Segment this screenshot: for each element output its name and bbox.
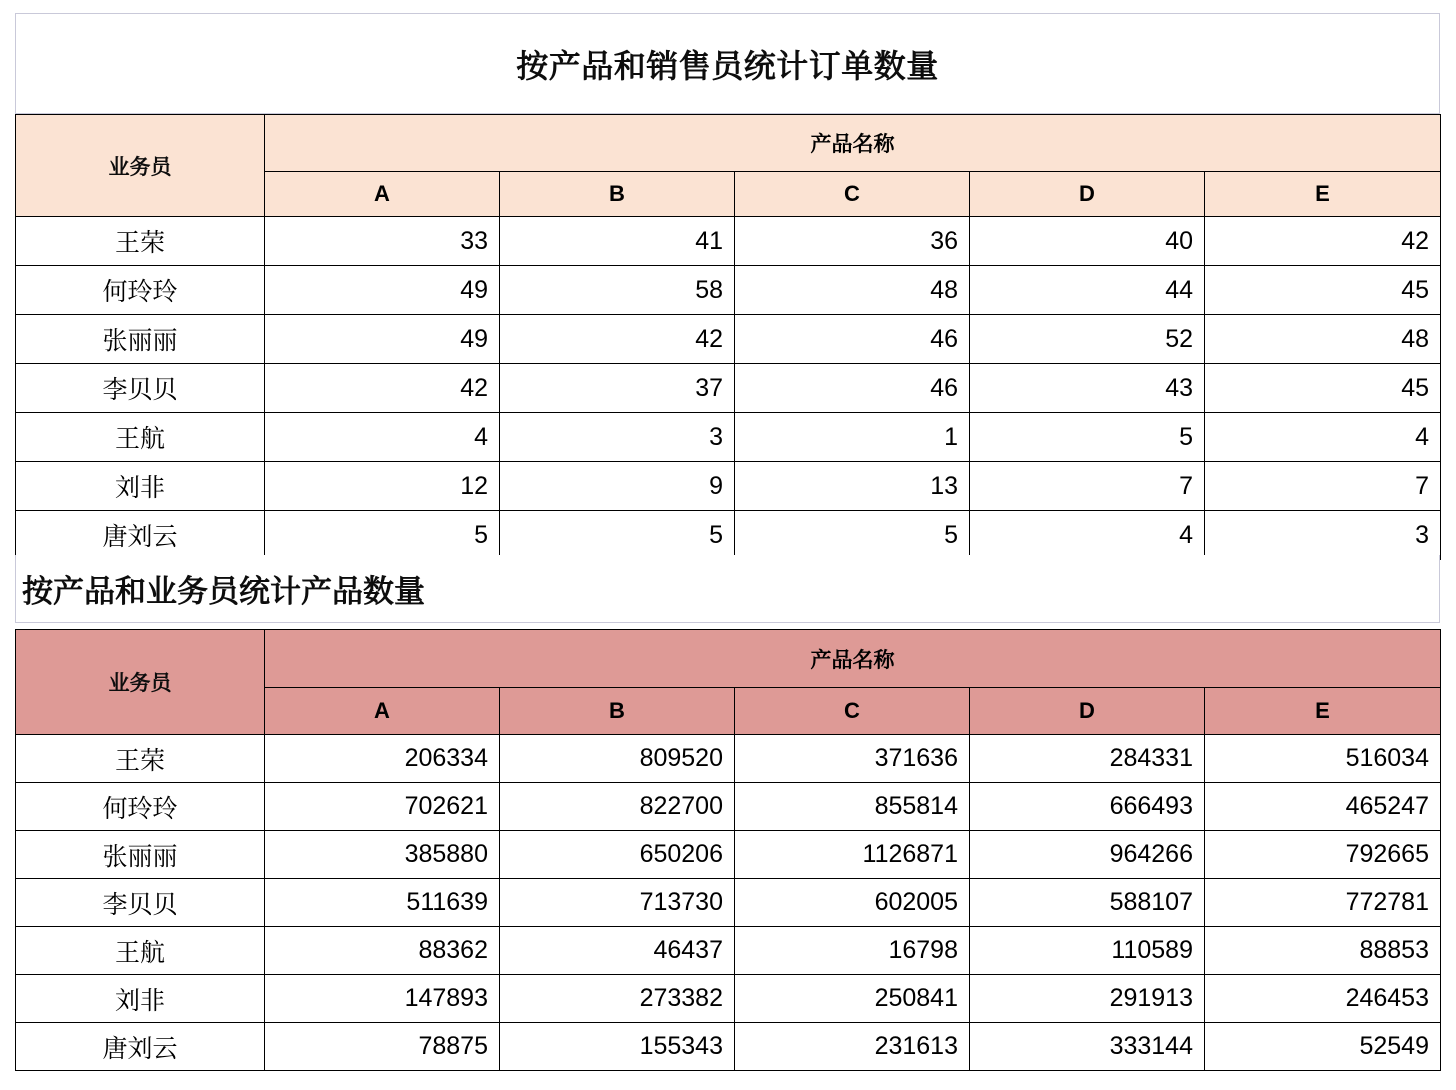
table-row	[16, 735, 1441, 783]
amounts-cell-e: 88853	[1205, 927, 1441, 975]
orders-cell-a: 49	[265, 266, 500, 315]
amounts-cell-a: 88362	[265, 927, 500, 975]
orders-cell-d: 43	[970, 364, 1205, 413]
orders-cell-d: 40	[970, 217, 1205, 266]
orders-cell-e: 45	[1205, 266, 1441, 315]
amounts-table	[15, 629, 1441, 1071]
orders-cell-a: 33	[265, 217, 500, 266]
amounts-cell-e: 52549	[1205, 1023, 1441, 1071]
orders-cell-b: 9	[500, 462, 735, 511]
orders-cell-a: 5	[265, 511, 500, 560]
amounts-column-header-e: E	[1205, 688, 1441, 735]
amounts-cell-c: 1126871	[735, 831, 970, 879]
amounts-cell-d: 291913	[970, 975, 1205, 1023]
orders-cell-c: 13	[735, 462, 970, 511]
orders-cell-b: 42	[500, 315, 735, 364]
table-row	[16, 927, 1441, 975]
orders-cell-d: 52	[970, 315, 1205, 364]
orders-column-header-a: A	[265, 172, 500, 217]
amounts-cell-a: 385880	[265, 831, 500, 879]
amounts-header-row-group	[16, 630, 1441, 688]
amounts-column-header-c: C	[735, 688, 970, 735]
table-row	[16, 217, 1441, 266]
amounts-cell-d: 666493	[970, 783, 1205, 831]
amounts-cell-b: 650206	[500, 831, 735, 879]
table-row	[16, 364, 1441, 413]
amounts-cell-c: 250841	[735, 975, 970, 1023]
amounts-cell-b: 155343	[500, 1023, 735, 1071]
orders-table-title: 按产品和销售员统计订单数量	[516, 47, 939, 84]
amounts-column-header-d: D	[970, 688, 1205, 735]
amounts-cell-a: 147893	[265, 975, 500, 1023]
table-row	[16, 315, 1441, 364]
orders-cell-b: 37	[500, 364, 735, 413]
orders-group-header-label: 产品名称	[265, 115, 1441, 172]
orders-cell-b: 3	[500, 413, 735, 462]
orders-row-name: 唐刘云	[16, 511, 265, 560]
orders-table-head	[16, 115, 1441, 217]
amounts-row-name: 王航	[16, 927, 265, 975]
amounts-cell-b: 822700	[500, 783, 735, 831]
orders-row-name: 王航	[16, 413, 265, 462]
orders-cell-d: 7	[970, 462, 1205, 511]
orders-cell-a: 42	[265, 364, 500, 413]
orders-cell-c: 46	[735, 364, 970, 413]
amounts-cell-a: 206334	[265, 735, 500, 783]
orders-row-name: 张丽丽	[16, 315, 265, 364]
amounts-cell-b: 809520	[500, 735, 735, 783]
amounts-cell-c: 16798	[735, 927, 970, 975]
amounts-cell-b: 273382	[500, 975, 735, 1023]
orders-cell-e: 45	[1205, 364, 1441, 413]
orders-cell-e: 3	[1205, 511, 1441, 560]
table-row	[16, 831, 1441, 879]
orders-row-name: 刘非	[16, 462, 265, 511]
table-row	[16, 1023, 1441, 1071]
orders-cell-a: 4	[265, 413, 500, 462]
amounts-table-head	[16, 630, 1441, 735]
orders-cell-c: 48	[735, 266, 970, 315]
amounts-cell-b: 713730	[500, 879, 735, 927]
amounts-row-name: 刘非	[16, 975, 265, 1023]
amounts-cell-a: 78875	[265, 1023, 500, 1071]
amounts-cell-d: 284331	[970, 735, 1205, 783]
orders-column-header-d: D	[970, 172, 1205, 217]
amounts-cell-c: 371636	[735, 735, 970, 783]
amounts-row-name: 王荣	[16, 735, 265, 783]
orders-cell-e: 42	[1205, 217, 1441, 266]
amounts-cell-d: 964266	[970, 831, 1205, 879]
amounts-cell-b: 46437	[500, 927, 735, 975]
amounts-table-title-band	[15, 555, 1440, 623]
amounts-cell-e: 772781	[1205, 879, 1441, 927]
table-row	[16, 879, 1441, 927]
table-row	[16, 413, 1441, 462]
orders-row-name: 何玲玲	[16, 266, 265, 315]
orders-cell-a: 49	[265, 315, 500, 364]
amounts-row-name: 李贝贝	[16, 879, 265, 927]
orders-cell-e: 48	[1205, 315, 1441, 364]
amounts-cell-c: 855814	[735, 783, 970, 831]
amounts-row-name: 何玲玲	[16, 783, 265, 831]
amounts-table-body	[16, 735, 1441, 1071]
orders-row-name: 李贝贝	[16, 364, 265, 413]
amounts-row-name: 张丽丽	[16, 831, 265, 879]
table-row	[16, 783, 1441, 831]
orders-cell-b: 58	[500, 266, 735, 315]
orders-cell-e: 4	[1205, 413, 1441, 462]
amounts-cell-e: 246453	[1205, 975, 1441, 1023]
amounts-cell-a: 511639	[265, 879, 500, 927]
amounts-row-header-label: 业务员	[16, 630, 265, 735]
table-row	[16, 975, 1441, 1023]
amounts-row-name: 唐刘云	[16, 1023, 265, 1071]
amounts-column-header-b: B	[500, 688, 735, 735]
amounts-cell-e: 516034	[1205, 735, 1441, 783]
orders-table	[15, 114, 1441, 560]
orders-cell-c: 1	[735, 413, 970, 462]
orders-cell-c: 46	[735, 315, 970, 364]
orders-cell-a: 12	[265, 462, 500, 511]
amounts-cell-d: 588107	[970, 879, 1205, 927]
amounts-column-header-a: A	[265, 688, 500, 735]
amounts-cell-c: 602005	[735, 879, 970, 927]
orders-cell-c: 5	[735, 511, 970, 560]
table-row	[16, 462, 1441, 511]
orders-cell-c: 36	[735, 217, 970, 266]
orders-cell-e: 7	[1205, 462, 1441, 511]
orders-column-header-b: B	[500, 172, 735, 217]
orders-row-name: 王荣	[16, 217, 265, 266]
orders-header-row-group	[16, 115, 1441, 172]
orders-table-title-band	[15, 13, 1440, 114]
orders-column-header-e: E	[1205, 172, 1441, 217]
orders-column-header-c: C	[735, 172, 970, 217]
amounts-cell-d: 110589	[970, 927, 1205, 975]
table-row	[16, 266, 1441, 315]
amounts-cell-a: 702621	[265, 783, 500, 831]
amounts-cell-c: 231613	[735, 1023, 970, 1071]
orders-cell-d: 4	[970, 511, 1205, 560]
amounts-table-title: 按产品和业务员统计产品数量	[22, 574, 425, 609]
table-row	[16, 511, 1441, 560]
orders-cell-d: 44	[970, 266, 1205, 315]
amounts-cell-e: 792665	[1205, 831, 1441, 879]
orders-cell-d: 5	[970, 413, 1205, 462]
orders-table-body	[16, 217, 1441, 560]
orders-cell-b: 5	[500, 511, 735, 560]
amounts-cell-e: 465247	[1205, 783, 1441, 831]
amounts-group-header-label: 产品名称	[265, 630, 1441, 688]
amounts-cell-d: 333144	[970, 1023, 1205, 1071]
orders-cell-b: 41	[500, 217, 735, 266]
orders-row-header-label: 业务员	[16, 115, 265, 217]
